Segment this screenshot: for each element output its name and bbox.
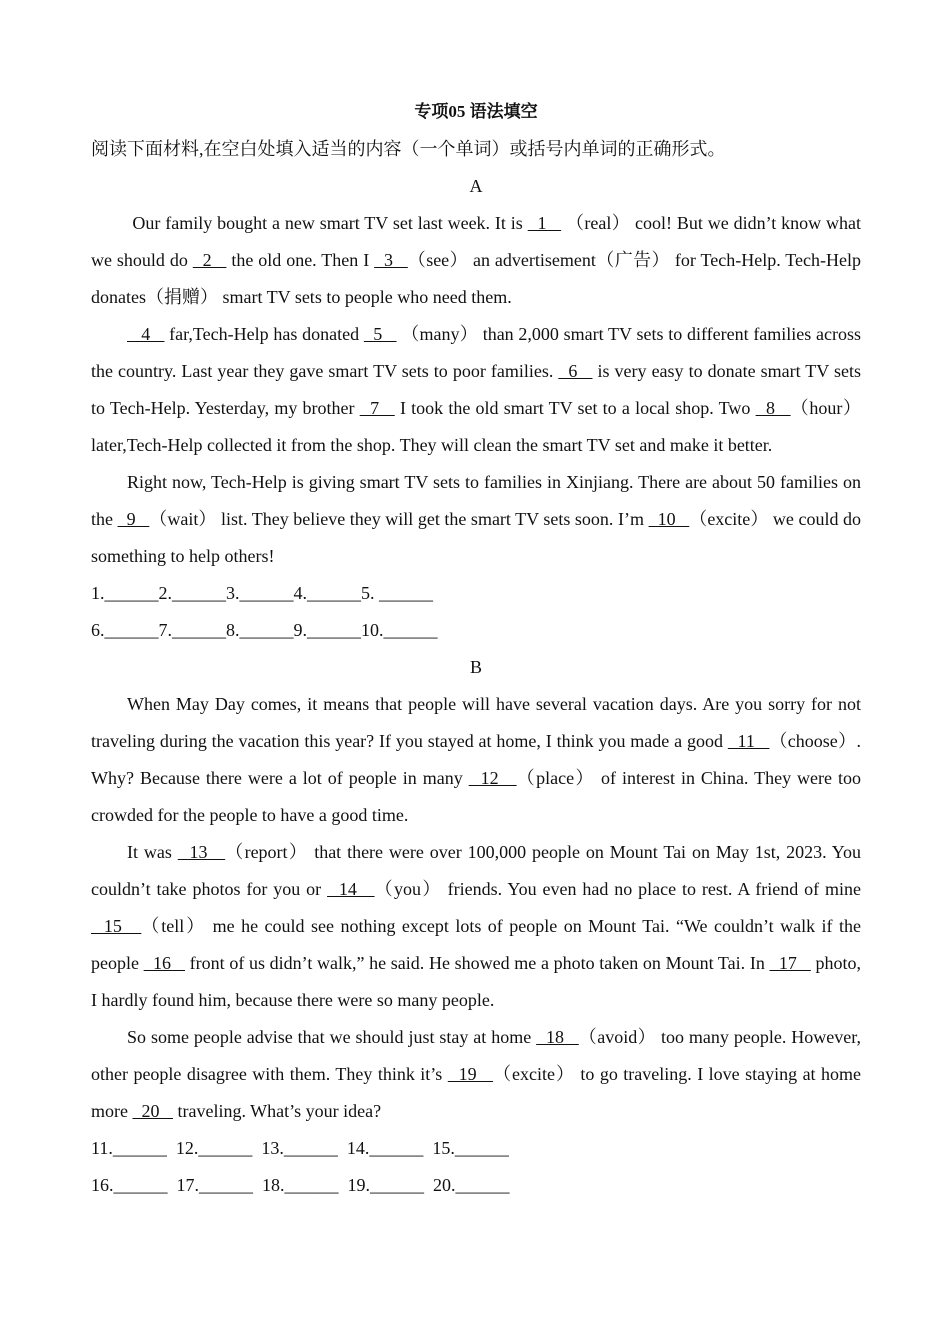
answer-blank: 20 — [132, 1101, 173, 1121]
answer-blank: 19 — [447, 1064, 494, 1084]
answer-row: 1.______2.______3.______4.______5. ______ — [91, 583, 433, 603]
answer-blank: 10 — [648, 509, 690, 529]
paragraph: It was 13 （report） that there were over 100,000 people on Mount Tai on May 1st, 2023. You couldn’t take photos for you or 14 （you） friends. You even had no place to rest. A friend of mine 15 （tell） me he could see nothing except lots of people on Mount Tai. “We couldn’t walk if the people 16 front of us didn’t walk,” he said. He showed me a photo taken on Mount Tai. In 17 photo, I hardly found him, because there were so many people. — [91, 842, 862, 1010]
answer-blank: 12 — [468, 768, 517, 788]
answer-blank: 3 — [374, 250, 408, 270]
section-b-label: B — [469, 657, 482, 677]
answer-blank: 18 — [536, 1027, 579, 1047]
answer-blank: 9 — [117, 509, 150, 529]
paragraph: Right now, Tech-Help is giving smart TV sets to families in Xinjiang. There are about 50 families on the 9 （wait） list. They believe they will get the smart TV sets soon. I’m 10 （excite） we could do something to help others! — [91, 472, 862, 566]
paragraph: When May Day comes, it means that people will have several vacation days. Are you sorry for not traveling during the vacation this year? If you stayed at home, I think you made a good 11 （choose）. Why? Because there were a lot of people in many 12 （place） of interest in China. They were too crowded for the people to have a good time. — [91, 694, 862, 825]
answer-blank: 1 — [527, 213, 562, 233]
answer-blank: 4 — [127, 324, 165, 344]
instruction: 阅读下面材料,在空白处填入适当的内容（一个单词）或括号内单词的正确形式。 — [91, 139, 726, 159]
answer-blank: 11 — [727, 731, 770, 751]
paragraph: Our family bought a new smart TV set last week. It is 1 （real） cool! But we didn’t know what we should do 2 the old one. Then I 3 （see） an advertisement（广告） for Tech-Help. Tech-Help donates（捐赠） smart TV sets to people who need them. — [91, 213, 862, 307]
answer-blank: 6 — [558, 361, 593, 381]
section-b-passage — [91, 686, 861, 1130]
answer-blank: 15 — [91, 916, 142, 936]
answer-blank: 17 — [769, 953, 811, 973]
section-a-label: A — [469, 176, 483, 196]
section-a-passage — [91, 205, 861, 575]
answer-blank: 2 — [192, 250, 227, 270]
page-title: 专项05 语法填空 — [414, 102, 538, 121]
answer-blank: 8 — [755, 398, 791, 418]
answer-row: 16.______ 17.______ 18.______ 19.______ 20.______ — [91, 1175, 510, 1195]
answer-row: 6.______7.______8.______9.______10.______ — [91, 620, 438, 640]
answer-blank: 7 — [359, 398, 395, 418]
answer-blank: 16 — [143, 953, 185, 973]
answer-blank: 5 — [363, 324, 397, 344]
answer-blank: 14 — [327, 879, 375, 899]
answer-blank: 13 — [177, 842, 226, 862]
paragraph: So some people advise that we should just stay at home 18 （avoid） too many people. However, other people disagree with them. They think it’s 19 （excite） to go traveling. I love staying at home more 20 traveling. What’s your idea? — [91, 1027, 862, 1121]
answer-row: 11.______ 12.______ 13.______ 14.______ 15.______ — [91, 1138, 509, 1158]
document-page — [91, 97, 861, 1204]
paragraph: 4 far,Tech-Help has donated 5 （many） than 2,000 smart TV sets to different families across the country. Last year they gave smart TV sets to poor families. 6 is very easy to donate smart TV sets to Tech-Help. Yesterday, my brother 7 I took the old smart TV set to a local shop. Two 8 （hour） later,Tech-Help collected it from the shop. They will clean the smart TV set and make it better. — [91, 324, 862, 455]
